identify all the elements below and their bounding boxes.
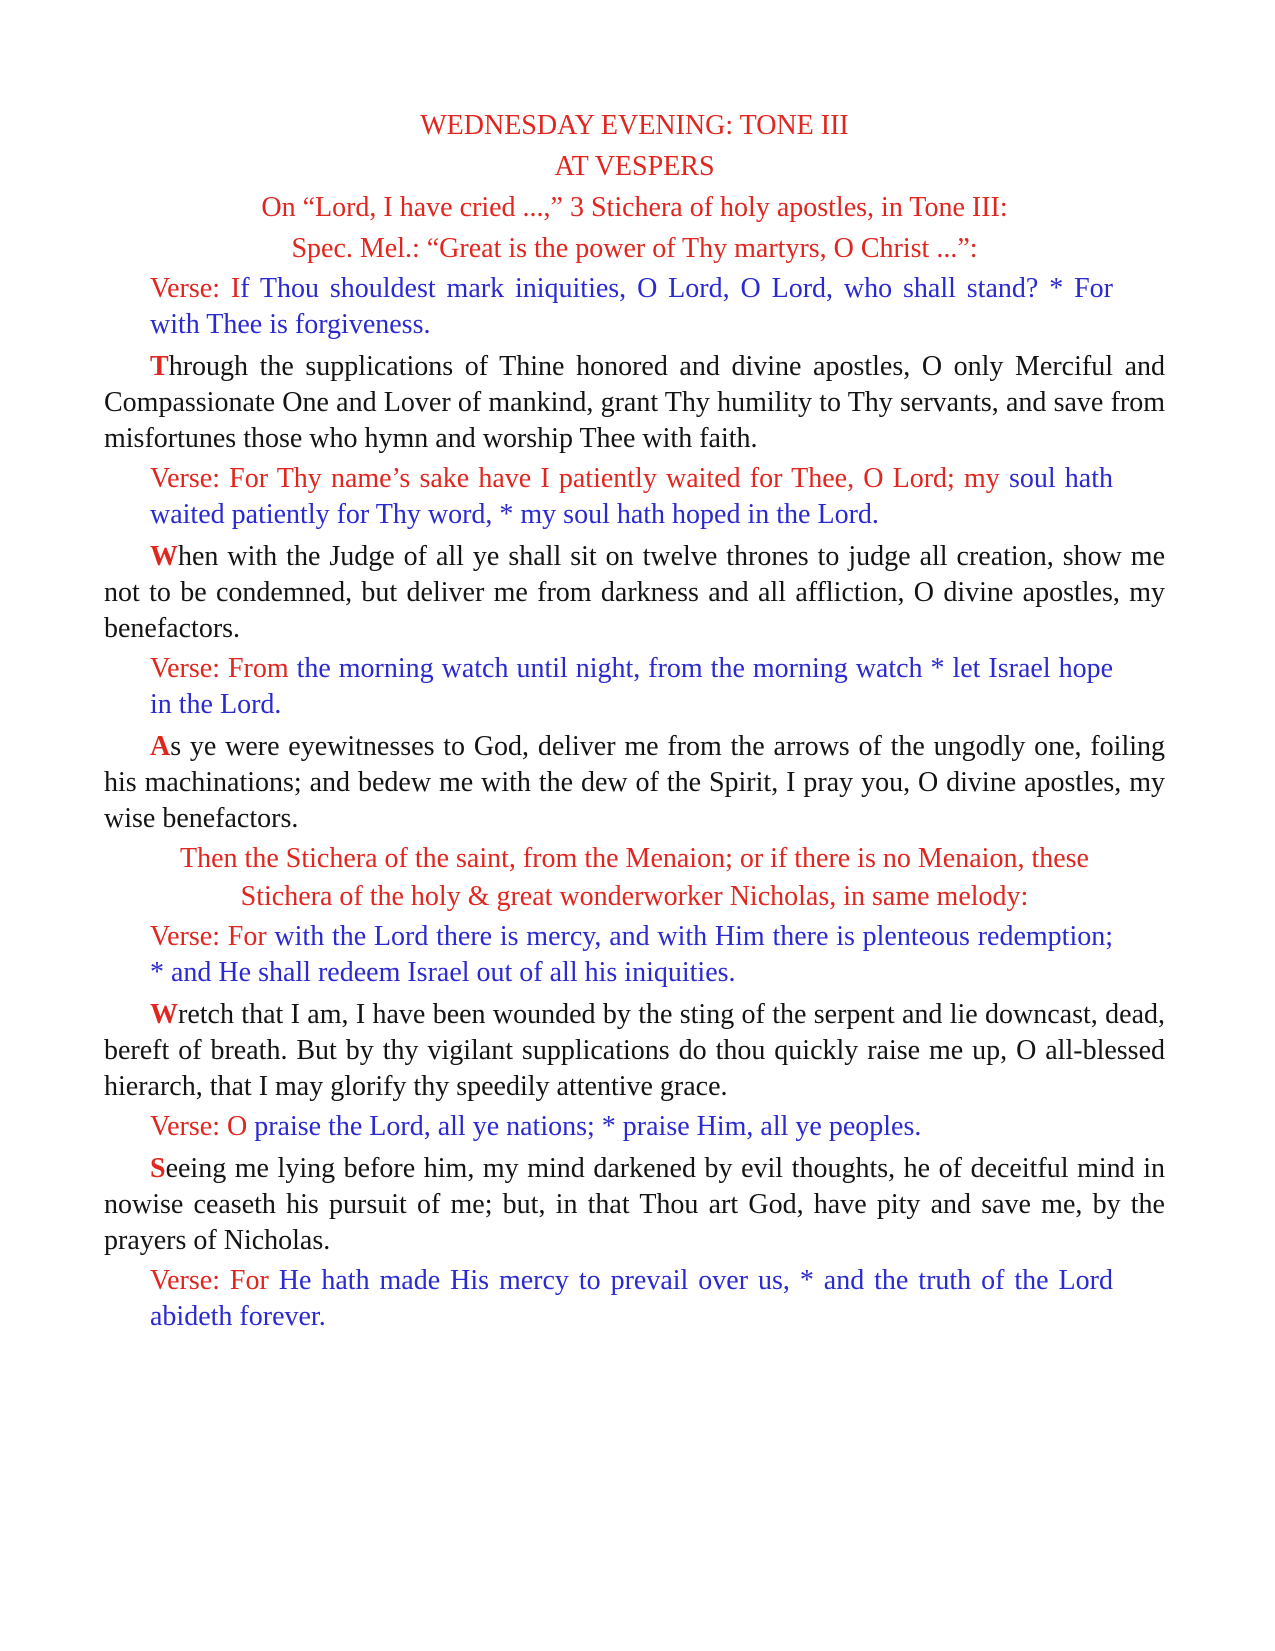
verse-text: the morning watch until night, from the morning watch * let Israel hope in the Lord. xyxy=(150,653,1113,720)
stichera-3 xyxy=(104,729,1165,837)
verse-label: Verse: xyxy=(150,1111,227,1142)
verse-label: Verse: xyxy=(150,1265,230,1296)
verse-first: For xyxy=(229,1265,269,1296)
verse-6 xyxy=(150,1263,1113,1335)
verse-first: O xyxy=(226,1111,248,1142)
drop-initial: W xyxy=(150,541,178,572)
stichera-1 xyxy=(104,349,1165,457)
verse-first: I xyxy=(230,273,241,304)
drop-initial: W xyxy=(150,999,178,1030)
stichera-text: retch that I am, I have been wounded by the sting of the serpent and lie downcast, dead, bereft of breath. But by thy vigilant supplications do thou quickly raise me up, O all-blessed hierarch, that I may glorify thy speedily attentive grace. xyxy=(104,999,1165,1102)
verse-text: praise the Lord, all ye nations; * praise Him, all ye peoples. xyxy=(247,1111,922,1142)
verse-text: He hath made His mercy to prevail over us, * and the truth of the Lord abideth forever. xyxy=(150,1265,1113,1332)
stichera-4 xyxy=(104,997,1165,1105)
drop-initial: S xyxy=(150,1153,166,1184)
rubric-line-1: On “Lord, I have cried ...,” 3 Stichera of holy apostles, in Tone III: xyxy=(261,192,1008,223)
stichera-text: s ye were eyewitnesses to God, deliver me from the arrows of the ungodly one, foiling his machinations; and bedew me with the dew of the Spirit, I pray you, O divine apostles, my wise benefactors. xyxy=(104,731,1165,834)
verse-5 xyxy=(150,1109,1113,1145)
stichera-5 xyxy=(104,1151,1165,1259)
stichera-text: hen with the Judge of all ye shall sit on twelve thrones to judge all creation, show me not to be condemned, but deliver me from darkness and all affliction, O divine apostles, my benefactors. xyxy=(104,541,1165,644)
verse-text: f Thou shouldest mark iniquities, O Lord, O Lord, who shall stand? * For with Thee is forgiveness. xyxy=(150,273,1113,340)
verse-label: Verse: xyxy=(150,463,230,494)
verse-first: For Thy name’s sake have I patiently waited for Thee, O Lord; my xyxy=(229,463,1000,494)
verse-label: Verse: xyxy=(150,653,228,684)
verse-3 xyxy=(150,651,1113,723)
rubric2-line-1: Then the Stichera of the saint, from the Menaion; or if there is no Menaion, these xyxy=(180,843,1089,874)
stichera-2 xyxy=(104,539,1165,647)
verse-label: Verse: xyxy=(150,921,228,952)
verse-1 xyxy=(150,271,1113,343)
stichera-text: eeing me lying before him, my mind darkened by evil thoughts, he of deceitful mind in nowise ceaseth his pursuit of me; but, in that Thou art God, have pity and save me, by the prayers of Nicholas. xyxy=(104,1153,1165,1256)
verse-2 xyxy=(150,461,1113,533)
title-line-1: WEDNESDAY EVENING: TONE III xyxy=(420,110,849,141)
rubric-line-2: Spec. Mel.: “Great is the power of Thy martyrs, O Christ ...”: xyxy=(291,233,978,264)
verse-label: Verse: xyxy=(150,273,231,304)
stichera-text: hrough the supplications of Thine honored and divine apostles, O only Merciful and Compassionate One and Lover of mankind, grant Thy humility to Thy servants, and save from misfortunes those who hymn and worship Thee with faith. xyxy=(104,351,1165,454)
title-line-2: AT VESPERS xyxy=(554,151,715,182)
verse-first: For xyxy=(227,921,267,952)
verse-first: From xyxy=(227,653,289,684)
drop-initial: A xyxy=(150,731,171,762)
rubric2-line-2: Stichera of the holy & great wonderworker Nicholas, in same melody: xyxy=(240,881,1029,912)
verse-4 xyxy=(150,919,1113,991)
verse-text: with the Lord there is mercy, and with Him there is plenteous redemption; * and He shall redeem Israel out of all his iniquities. xyxy=(150,921,1113,988)
drop-initial: T xyxy=(150,351,169,382)
verse-text: soul hath waited patiently for Thy word, * my soul hath hoped in the Lord. xyxy=(150,463,1113,530)
